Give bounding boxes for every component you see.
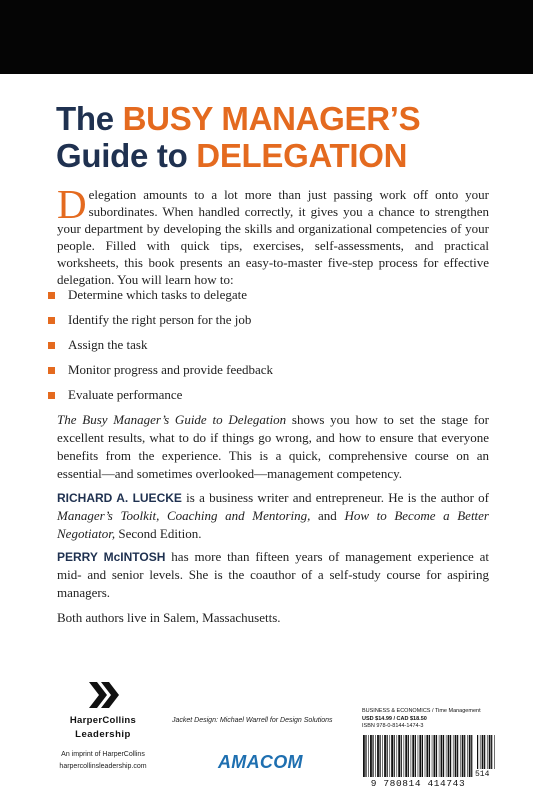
bullet-text: Monitor progress and provide feedback bbox=[68, 362, 274, 377]
author2-bio bbox=[57, 548, 489, 602]
bullet-item bbox=[48, 361, 273, 386]
summary-text: shows you how to set the stage for excellent results, what to do if things go wrong, and how to ensure that everyone benefits from the experience. This is a quick, comprehensive course on an essential—and sometimes overlooked—management competency. bbox=[57, 412, 489, 481]
barcode-price-line bbox=[362, 716, 502, 724]
author1-text-1: is a business writer and entrepreneur. He is the author of bbox=[181, 490, 489, 505]
bullet-item bbox=[48, 311, 273, 336]
author1-bio bbox=[57, 489, 489, 543]
book-title bbox=[56, 100, 420, 174]
publisher-sub: Leadership bbox=[75, 729, 131, 740]
jacket-credit: Jacket Design: Michael Warrell for Design Solutions bbox=[172, 717, 333, 724]
closing-line: Both authors live in Salem, Massachusetts. bbox=[57, 610, 281, 625]
publisher-url: harpercollinsleadership.com bbox=[59, 763, 147, 770]
author1-text-3: Second Edition. bbox=[115, 526, 202, 541]
bullet-item bbox=[48, 386, 273, 411]
author1-text-2: and bbox=[310, 508, 345, 523]
author2-name: PERRY McINTOSH bbox=[57, 550, 166, 564]
square-bullet-icon bbox=[48, 317, 55, 324]
square-bullet-icon bbox=[48, 392, 55, 399]
bullet-text: Assign the task bbox=[68, 337, 148, 352]
harpercollins-logo bbox=[53, 680, 153, 800]
bullet-item bbox=[48, 286, 273, 311]
publisher-imprint: An imprint of HarperCollins bbox=[61, 751, 145, 758]
title-line-2 bbox=[56, 137, 420, 174]
barcode-addon-icon bbox=[476, 735, 496, 769]
barcode-price: USD $14.99 / CAD $18.50 bbox=[362, 715, 427, 722]
summary-paragraph bbox=[57, 411, 489, 483]
title-delegation: DELEGATION bbox=[196, 137, 408, 174]
author1-name: RICHARD A. LUECKE bbox=[57, 491, 182, 505]
square-bullet-icon bbox=[48, 292, 55, 299]
author2-text: has more than fifteen years of management experience at mid- and senior levels. She is the coauthor of a self-study course for aspiring managers. bbox=[57, 549, 489, 600]
bullet-text: Determine which tasks to delegate bbox=[68, 287, 248, 302]
harpercollins-fire-water-icon bbox=[83, 680, 123, 710]
barcode-digits: 9 780814 414743 bbox=[370, 778, 466, 789]
drop-cap: D bbox=[57, 181, 87, 227]
barcode-category: BUSINESS & ECONOMICS / Time Management bbox=[362, 708, 481, 714]
bullet-text: Identify the right person for the job bbox=[68, 312, 252, 327]
title-the: The bbox=[56, 100, 123, 137]
author1-book3: How to Become a Better Negotiator, bbox=[57, 508, 489, 541]
title-line-1 bbox=[56, 100, 420, 137]
top-black-band bbox=[0, 0, 533, 74]
square-bullet-icon bbox=[48, 342, 55, 349]
learning-bullets bbox=[48, 286, 273, 411]
amacom-logo: AMACOM bbox=[218, 752, 303, 772]
title-guide-to: Guide to bbox=[56, 137, 197, 174]
publisher-name: HarperCollins bbox=[69, 715, 137, 726]
barcode-addon-digits: 514 bbox=[475, 770, 490, 779]
square-bullet-icon bbox=[48, 367, 55, 374]
title-busy-managers: BUSY MANAGER’S bbox=[122, 100, 421, 137]
intro-text: elegation amounts to a lot more than just passing work off onto your subordinates. When handled correctly, it gives you a chance to strengthen your department by developing the skills and organizational competencies of your people. Filled with quick tips, exercises, self-assessments, and practical worksheets, this book presents an easy-to-master five-step process for effective delegation. You will learn how to: bbox=[57, 187, 489, 287]
barcode-isbn: ISBN 978-0-8144-1474-3 bbox=[362, 723, 424, 729]
barcode-icon bbox=[362, 735, 474, 777]
barcode-block bbox=[362, 708, 502, 798]
author1-books: Manager’s Toolkit, Coaching and Mentoring, bbox=[57, 508, 311, 523]
bullet-item bbox=[48, 336, 273, 361]
intro-paragraph bbox=[57, 181, 489, 288]
bullet-text: Evaluate performance bbox=[68, 387, 183, 402]
summary-book-title: The Busy Manager’s Guide to Delegation bbox=[57, 412, 287, 427]
